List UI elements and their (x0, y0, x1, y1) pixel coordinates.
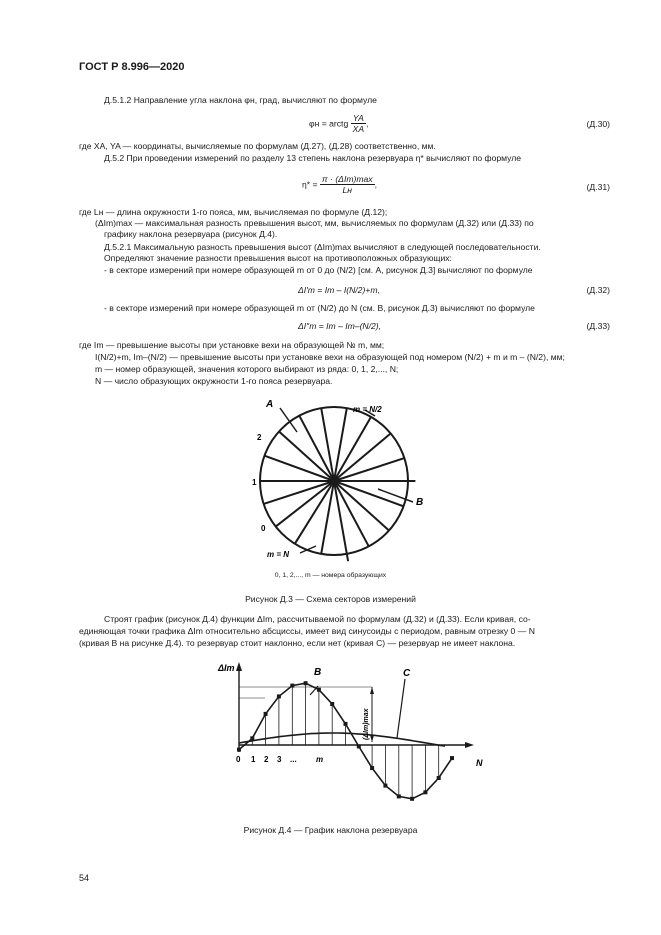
sector-b-text: - в секторе измерений при номере образующей m от (N/2) до N (см. В, рисунок Д.3) вычисляют по формуле (104, 303, 535, 313)
label-m-n: m = N (267, 550, 290, 559)
para-d4-line1: Строят график (рисунок Д.4) функции ΔIm, рассчитываемой по формулам (Д.32) и (Д.33). Если кривая, со- (104, 614, 531, 624)
label-gen-2: 2 (257, 433, 262, 442)
curve-b-point (250, 736, 254, 740)
page-number: 54 (79, 873, 90, 883)
tick-m: m (316, 755, 324, 764)
curve-b-point (410, 797, 414, 801)
curve-b-point (397, 794, 401, 798)
equation-d31-comma: , (374, 179, 377, 190)
equation-d31-lhs: η* = (302, 179, 318, 190)
x-axis-arrow (465, 742, 474, 748)
where-im: где Im — превышение высоты при установке вехи на образующей № m, мм; (79, 340, 385, 350)
curve-b-point (237, 748, 241, 752)
curve-b-point (277, 694, 281, 698)
section-d52: Д.5.2 При проведении измерений по разделу 13 степень наклона резервуара η* вычисляют по формуле (104, 153, 522, 163)
curve-b-point (383, 784, 387, 788)
section-d521: Д.5.2.1 Максимальную разность превышения высот (ΔIm)max вычисляют в следующей последовательности. (104, 242, 541, 252)
equation-d33: ΔI″m = Im – Im–(N/2), (298, 321, 382, 331)
equation-d31-number: (Д.31) (586, 182, 610, 192)
equation-d30-numerator: YA (351, 113, 366, 124)
curve-b-point (357, 744, 361, 748)
equation-d30-comma: , (366, 118, 369, 129)
equation-d31-numerator: π · (ΔIm)max (321, 174, 373, 184)
tick-0: 0 (236, 755, 241, 764)
curve-b-point (423, 790, 427, 794)
y-axis-arrow (236, 662, 242, 671)
section-d512: Д.5.1.2 Направление угла наклона φн, град, вычисляют по формуле (104, 95, 377, 105)
y-axis-label: ΔIm (218, 663, 235, 673)
where-dim-max-cont: графику наклона резервуара (рисунок Д.4). (104, 229, 278, 239)
where-in2-m: I(N/2)+m, Im–(N/2) — превышение высоты при установке вехи на образующей под номером (N/2) + m и m – (N/2), мм; (95, 352, 565, 362)
section-d521-sector-a: - в секторе измерений при номере образующей m от 0 до (N/2) [см. А, рисунок Д.3] вычисляют по формуле (104, 265, 533, 275)
where-m: m — номер образующей, значения которого выбирают из ряда: 0, 1, 2,..., N; (95, 364, 399, 374)
label-gen-0: 0 (261, 524, 266, 533)
section-d521-line2: Определяют значение разности превышения высот на противоположных образующих: (104, 253, 452, 263)
curve-b-point (290, 684, 294, 688)
equation-d33-number: (Д.33) (586, 321, 610, 331)
curve-b-point (450, 756, 454, 760)
label-sector-b: В (416, 497, 424, 508)
curve-b-point (344, 722, 348, 726)
equation-d32: ΔI′m = Im – I(N/2)+m, (298, 285, 380, 295)
equation-d30-lhs: φн = arctg (309, 118, 349, 129)
where-dim-max: (ΔIm)max — максимальная разность превышения высот, мм, вычисляемых по формулам (Д.32) или (Д.33) по (95, 218, 534, 228)
curve-b-point (437, 776, 441, 780)
para-d4-line2: единяющая точки графика ΔIm относительно абсциссы, имеет вид синусоиды с периодом, равным отрезку 0 — N (79, 626, 535, 636)
amplitude-label: (ΔIm)max (363, 708, 370, 740)
label-sector-a: А (266, 399, 274, 410)
label-m-n2: m = N/2 (353, 405, 382, 414)
tick-3: 3 (277, 755, 282, 764)
curve-b-point (304, 681, 308, 685)
tick-2: 2 (264, 755, 269, 764)
curve-b-point (317, 688, 321, 692)
curve-b-point (264, 712, 268, 716)
figure-d3-caption: Рисунок Д.3 — Схема секторов измерений (245, 594, 416, 604)
para-d4-line3: (кривая В на рисунке Д.4). то резервуар стоит наклонно, если нет (кривая С) — резервуар не имеет наклона. (79, 638, 516, 648)
label-curve-c: С (403, 668, 411, 679)
pointer-curve-c (397, 679, 405, 738)
figure-d3-legend: 0, 1, 2,..., m — номера образующих (274, 572, 387, 579)
document-header: ГОСТ Р 8.996—2020 (79, 61, 185, 73)
tick-1: 1 (251, 755, 256, 764)
curve-c (239, 733, 445, 746)
tick-ellipsis: ... (290, 755, 297, 764)
amplitude-arrow-bottom (370, 735, 374, 742)
where-n: N — число образующих окружности 1-го пояса резервуара. (95, 376, 333, 386)
equation-d30-number: (Д.30) (586, 119, 610, 129)
equation-d32-number: (Д.32) (586, 285, 610, 295)
equation-d30-denominator: XA (352, 124, 365, 134)
amplitude-arrow-top (370, 687, 374, 694)
label-curve-b: В (314, 667, 322, 678)
x-axis-label: N (476, 758, 483, 768)
figure-d4-caption: Рисунок Д.4 — График наклона резервуара (243, 825, 418, 835)
where-ln: где Lн — длина окружности 1-го пояса, мм, вычисляемая по формуле (Д.12); (79, 207, 388, 217)
label-gen-1: 1 (252, 478, 257, 487)
where-xa-ya: где XA, YA — координаты, вычисляемые по формулам (Д.27), (Д.28) соответственно, мм. (79, 141, 436, 151)
equation-d31-denominator: Lн (342, 185, 353, 195)
curve-b-point (330, 702, 334, 706)
curve-b-point (370, 766, 374, 770)
